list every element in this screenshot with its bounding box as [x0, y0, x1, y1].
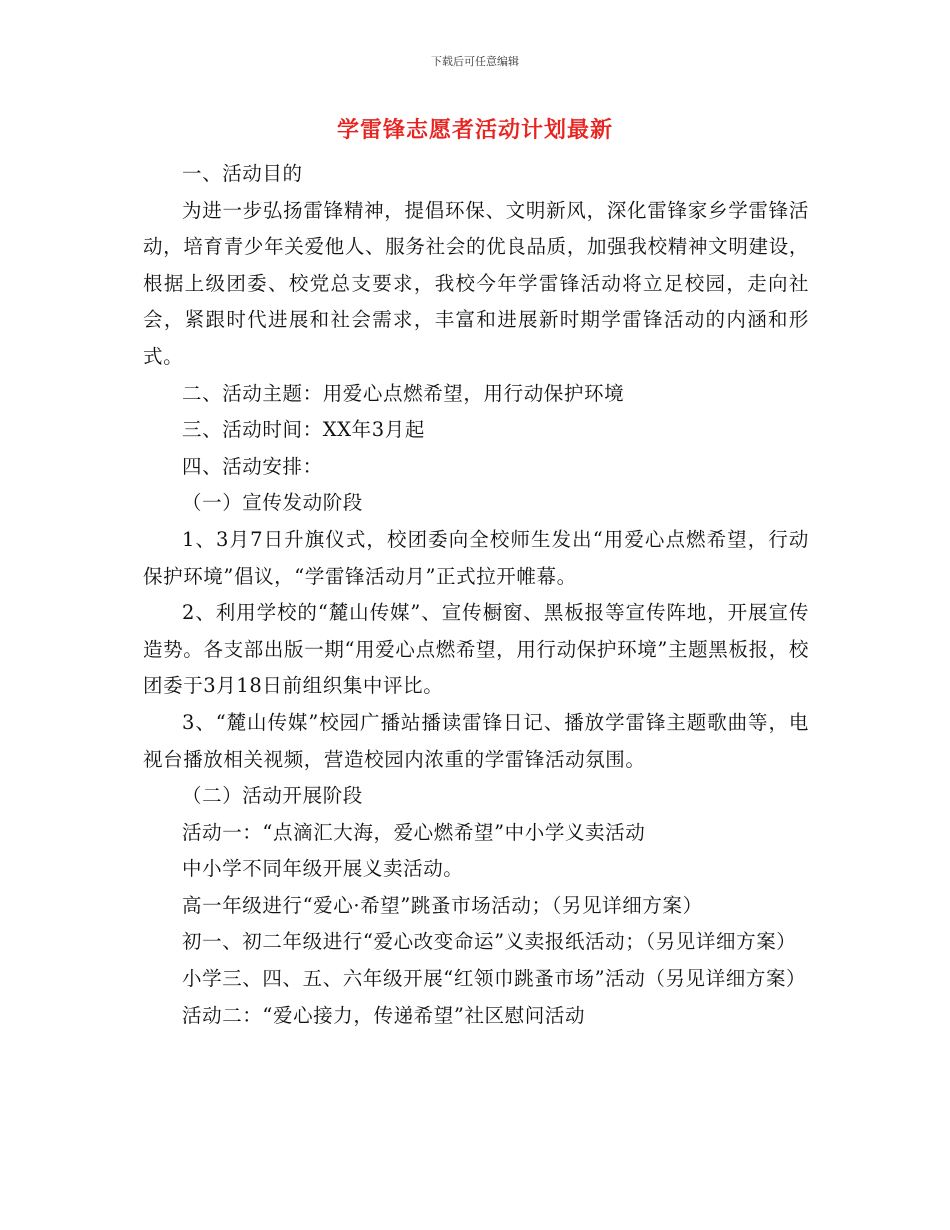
paragraph-grade-7-8: 初一、初二年级进行“爱心改变命运”义卖报纸活动；（另见详细方案）	[182, 930, 797, 954]
paragraph-grade-10: 高一年级进行“爱心·希望”跳蚤市场活动；（另见详细方案）	[182, 893, 703, 917]
section-heading-theme: 二、活动主题：用爱心点燃希望，用行动保护环境	[182, 381, 625, 405]
document-title: 学雷锋志愿者活动计划最新	[336, 118, 613, 143]
paragraph-purpose: 为进一步弘扬雷锋精神，提倡环保、文明新风，深化雷锋家乡学雷锋活动，培育青少年关爱他人、服务社会的优良品质，加强我校精神文明建设，根据上级团委、校党总支要求，我校今年学雷锋活动将立足校园，走向社会，紧跟时代进展和社会需求，丰富和进展新时期学雷锋活动的内涵和形式。	[143, 198, 809, 368]
paragraph-item-2: 2、利用学校的“麓山传媒”、宣传橱窗、黑板报等宣传阵地，开展宣传造势。各支部出版一期“用爱心点燃希望，用行动保护环境”主题黑板报，校团委于3月18日前组织集中评比。	[143, 601, 809, 698]
paragraph-activity-1-desc: 中小学不同年级开展义卖活动。	[182, 857, 464, 881]
section-heading-time: 三、活动时间：XX年3月起	[182, 418, 425, 442]
paragraph-activity-1: 活动一：“点滴汇大海，爱心燃希望”中小学义卖活动	[182, 820, 646, 844]
section-heading-arrangement: 四、活动安排：	[182, 454, 323, 478]
paragraph-item-3: 3、“麓山传媒”校园广播站播读雷锋日记、播放学雷锋主题歌曲等，电视台播放相关视频，营造校园内浓重的学雷锋活动氛围。	[143, 710, 809, 771]
paragraph-item-1: 1、3月7日升旗仪式，校团委向全校师生发出“用爱心点燃希望，行动保护环境”倡议，“学雷锋活动月”正式拉开帷幕。	[143, 527, 809, 588]
subsection-heading-execution: （二）活动开展阶段	[182, 784, 363, 808]
section-heading-purpose: 一、活动目的	[182, 162, 303, 185]
subsection-heading-promotion: （一）宣传发动阶段	[182, 491, 363, 515]
paragraph-primary: 小学三、四、五、六年级开展“红领巾跳蚤市场”活动（另见详细方案）	[182, 967, 807, 991]
document-body	[143, 156, 809, 1034]
paragraph-activity-2: 活动二：“爱心接力，传递希望”社区慰问活动	[182, 1003, 586, 1027]
header-note: 下载后可任意编辑	[431, 55, 519, 68]
